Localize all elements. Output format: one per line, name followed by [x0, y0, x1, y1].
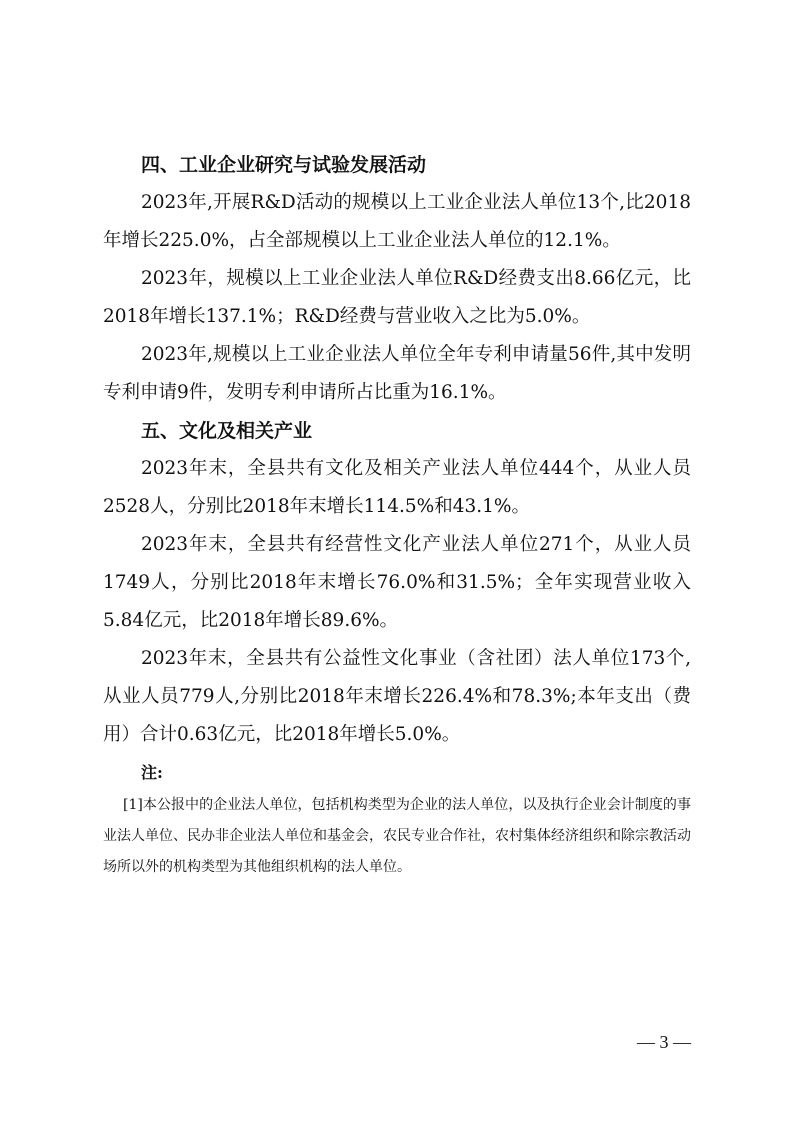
page-number: — 3 —: [637, 1032, 691, 1052]
paragraph-patent-applications: 2023年,规模以上工业企业法人单位全年专利申请量56件,其中发明专利申请9件，发明专利申请所占比重为16.1%。: [103, 344, 691, 403]
section-heading-industrial-rd: 四、工业企业研究与试验发展活动: [141, 154, 427, 176]
notes-title: 注:: [141, 763, 163, 782]
section-heading-culture-industry: 五、文化及相关产业: [141, 420, 313, 442]
paragraph-public-culture: 2023年末，全县共有公益性文化事业（含社团）法人单位173个,从业人员779人,分别比2018年末增长226.4%和78.3%;本年支出（费用）合计0.63亿元，比2018年增长5.0%。: [103, 648, 691, 745]
page-content: [103, 146, 691, 883]
paragraph-culture-units: 2023年末，全县共有文化及相关产业法人单位444个，从业人员2528人，分别比2018年末增长114.5%和43.1%。: [103, 458, 691, 517]
paragraph-rd-expenditure: 2023年，规模以上工业企业法人单位R&D经费支出8.66亿元，比2018年增长137.1%；R&D经费与营业收入之比为5.0%。: [103, 268, 691, 327]
paragraph-commercial-culture: 2023年末，全县共有经营性文化产业法人单位271个，从业人员1749人，分别比2018年末增长76.0%和31.5%；全年实现营业收入5.84亿元，比2018年增长89.6%。: [103, 534, 691, 631]
paragraph-rd-units: 2023年,开展R&D活动的规模以上工业企业法人单位13个,比2018年增长225.0%，占全部规模以上工业企业法人单位的12.1%。: [103, 192, 691, 251]
note-item: [1]本公报中的企业法人单位，包括机构类型为企业的法人单位，以及执行企业会计制度的事业法人单位、民办非企业法人单位和基金会，农民专业合作社，农村集体经济组织和除宗教活动场所以外的机构类型为其他组织机构的法人单位。: [103, 797, 691, 875]
